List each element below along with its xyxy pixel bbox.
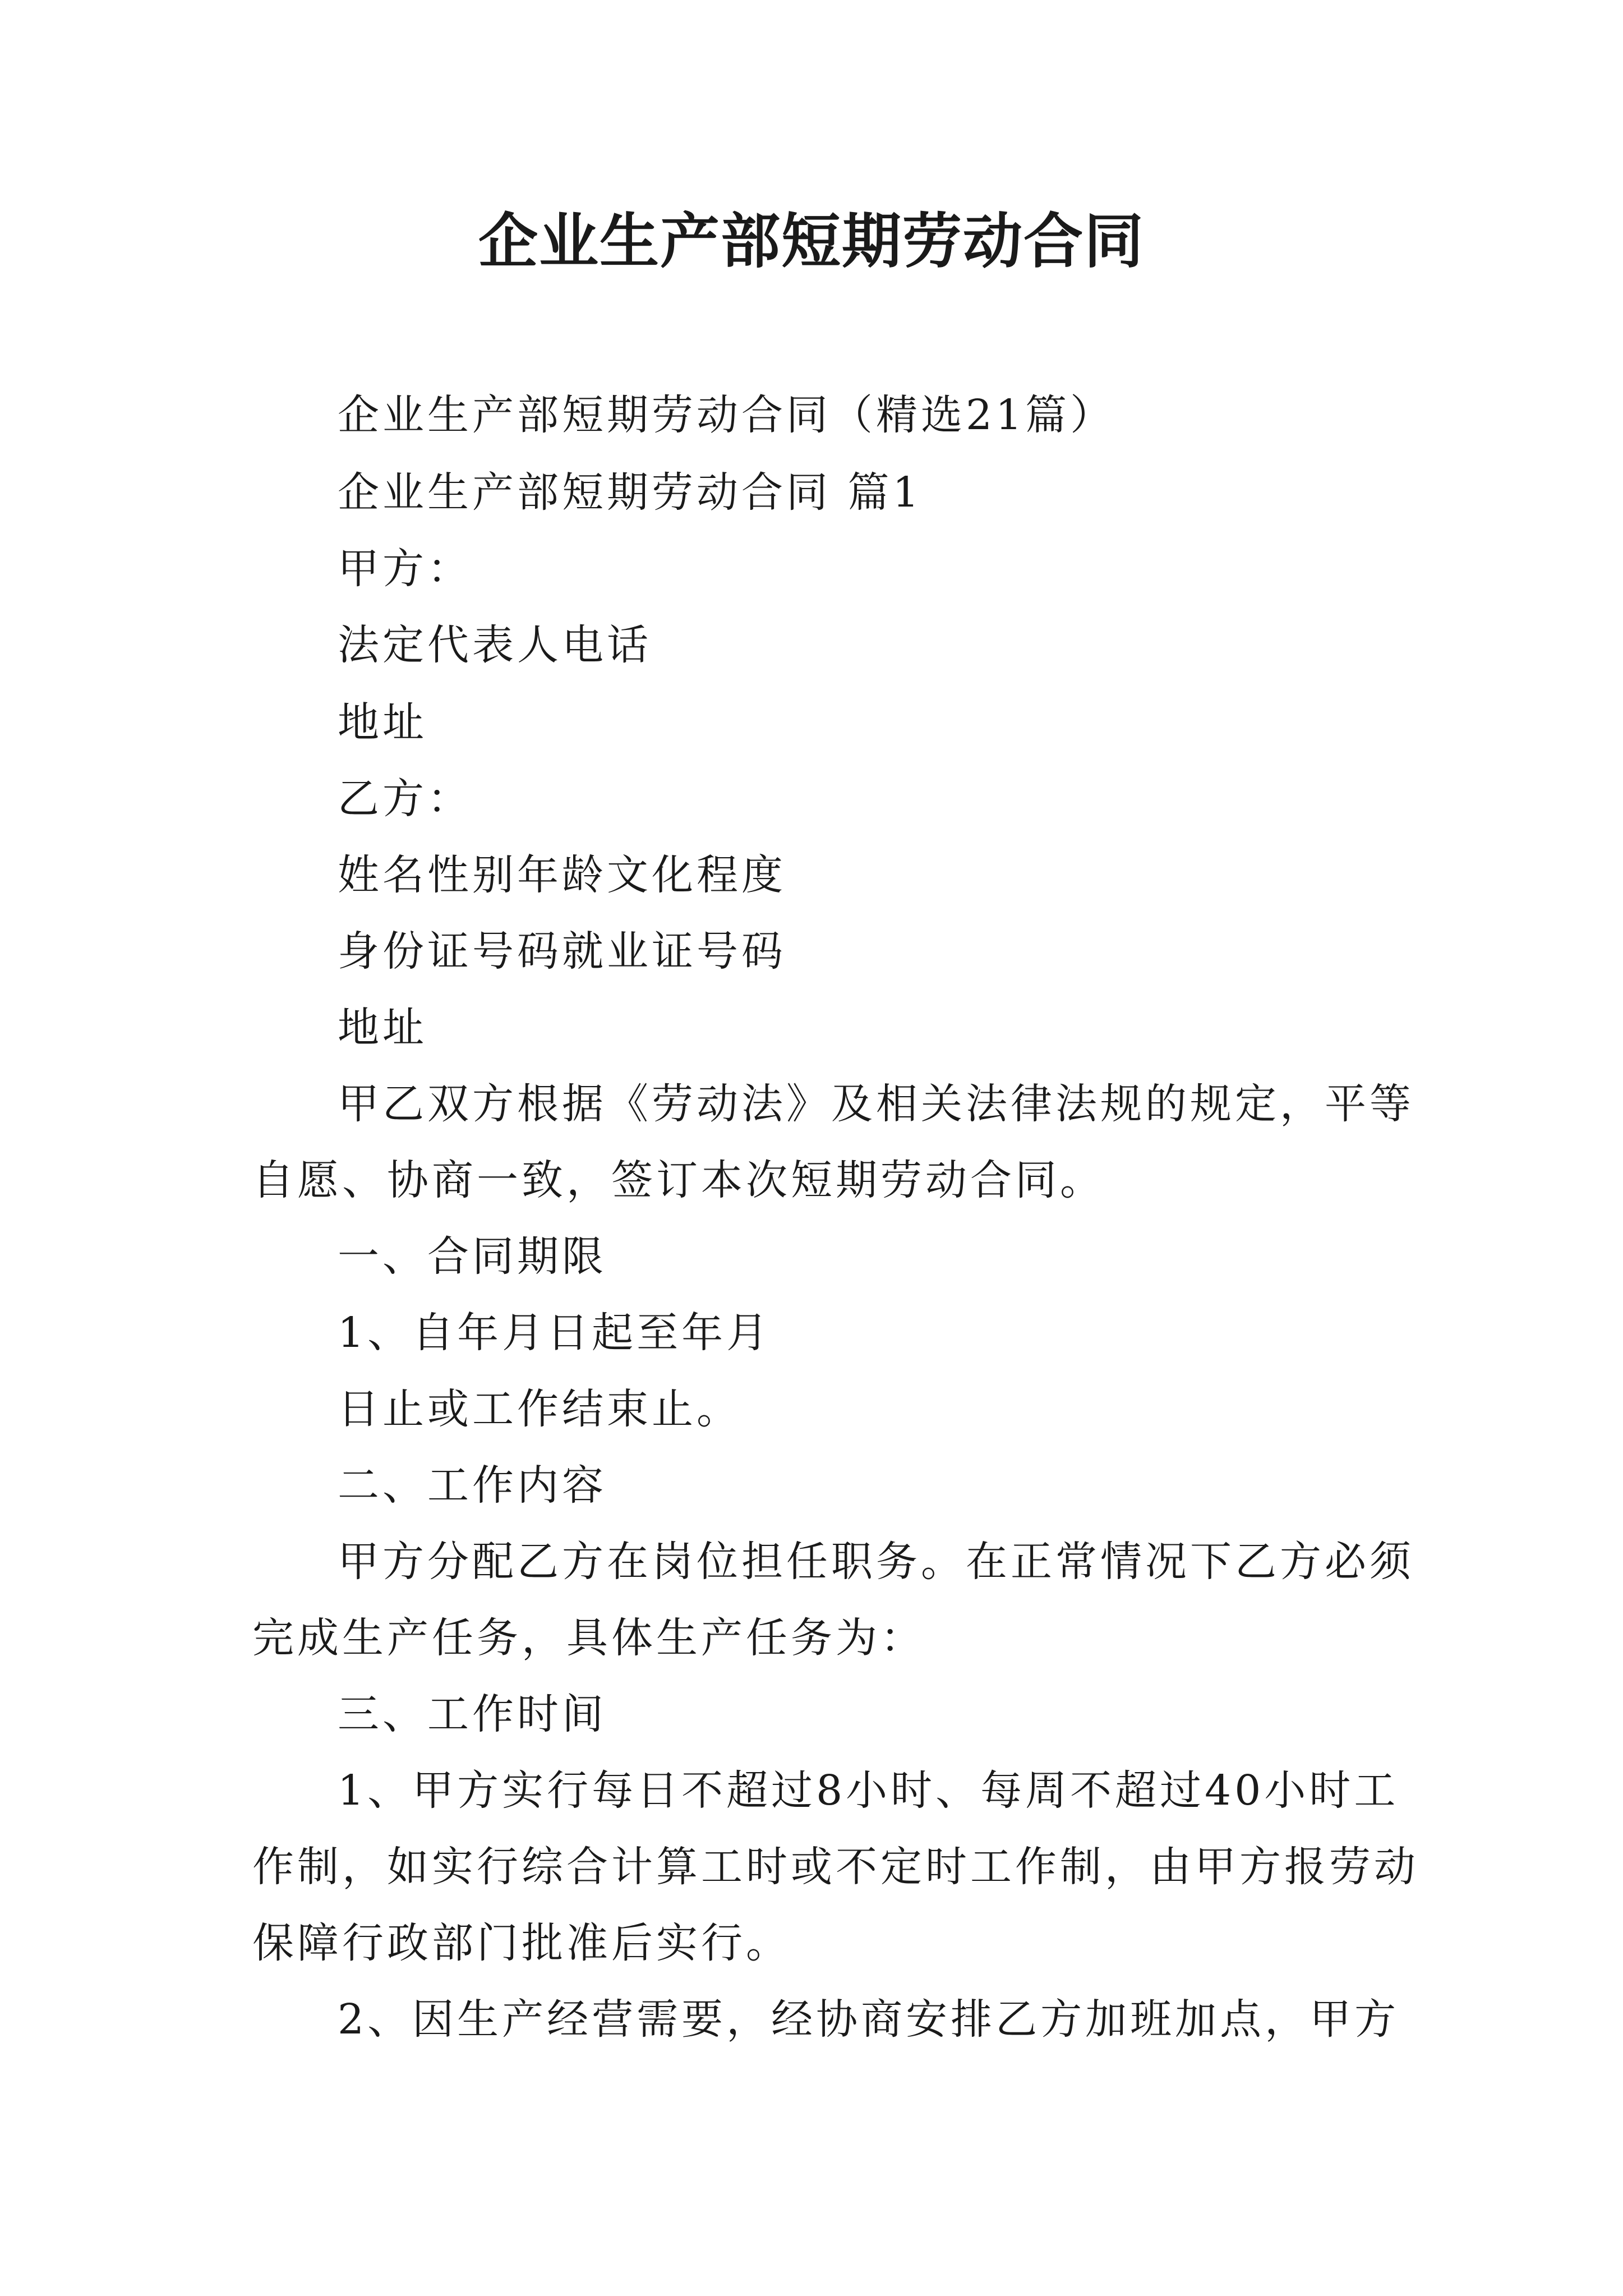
personal-info: 姓名性别年龄文化程度 <box>338 851 786 899</box>
article-2-line-2: 完成生产任务，具体生产任务为： <box>252 1614 925 1662</box>
article-1-line-1: 1、自年月日起至年月 <box>338 1309 772 1357</box>
section-heading-1: 企业生产部短期劳动合同 篇1 <box>338 468 923 517</box>
party-b-label: 乙方： <box>338 775 472 823</box>
preamble-line-2: 自愿、协商一致，签订本次短期劳动合同。 <box>252 1156 1105 1204</box>
article-1-heading: 一、合同期限 <box>338 1232 607 1281</box>
preamble-line-1: 甲乙双方根据《劳动法》及相关法律法规的规定，平等 <box>338 1080 1414 1128</box>
party-b-address: 地址 <box>338 1004 427 1052</box>
party-a-label: 甲方： <box>338 545 472 593</box>
legal-rep-phone: 法定代表人电话 <box>338 621 652 669</box>
article-1-line-2: 日止或工作结束止。 <box>338 1385 741 1433</box>
article-3-line-1: 1、甲方实行每日不超过8小时、每周不超过40小时工 <box>338 1766 1399 1815</box>
article-3-line-4: 2、因生产经营需要，经协商安排乙方加班加点，甲方 <box>338 1995 1400 2044</box>
party-a-address: 地址 <box>338 698 427 747</box>
article-3-line-2: 作制，如实行综合计算工时或不定时工作制，由甲方报劳动 <box>252 1843 1419 1891</box>
subtitle-line: 企业生产部短期劳动合同（精选21篇） <box>338 391 1115 439</box>
document-title: 企业生产部短期劳动合同 <box>478 206 1145 276</box>
id-number: 身份证号码就业证号码 <box>338 927 786 976</box>
article-3-line-3: 保障行政部门批准后实行。 <box>252 1919 791 1967</box>
article-3-heading: 三、工作时间 <box>338 1690 607 1738</box>
article-2-heading: 二、工作内容 <box>338 1461 607 1510</box>
article-2-line-1: 甲方分配乙方在岗位担任职务。在正常情况下乙方必须 <box>338 1538 1414 1586</box>
